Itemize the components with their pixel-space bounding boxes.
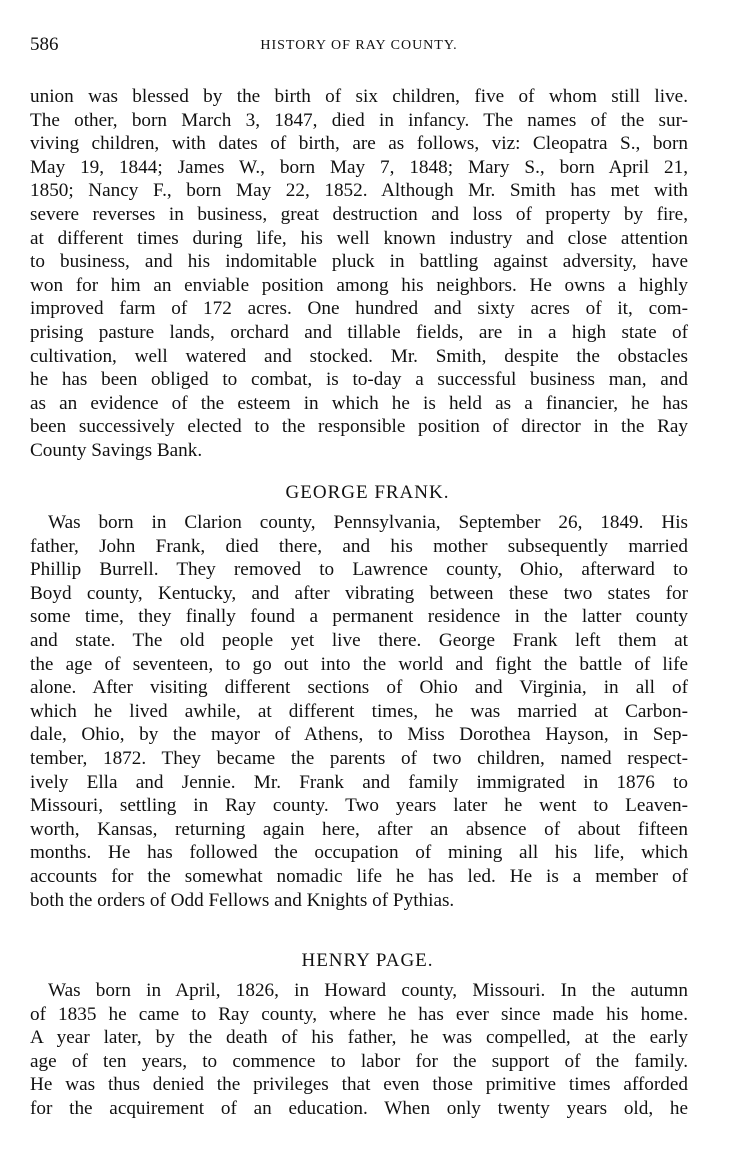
text-line: improved farm of 172 acres. One hundred and sixty acres of it, com-: [30, 298, 688, 320]
text-line: The other, born March 3, 1847, died in infancy. The names of the sur-: [30, 109, 688, 131]
text-line: Boyd county, Kentucky, and after vibrating between these two states for: [30, 582, 688, 604]
text-line: won for him an enviable position among his neighbors. He owns a highly: [30, 274, 688, 296]
heading-george-frank: GEORGE FRANK.: [285, 482, 450, 503]
text-line: months. He has followed the occupation of mining all his life, which: [30, 842, 688, 864]
text-line: which he lived awhile, at different times, he was married at Carbon-: [30, 700, 688, 722]
page-number: 586: [30, 34, 59, 55]
paragraph-george-frank: [30, 511, 688, 912]
running-header: [30, 34, 688, 58]
text-line: father, John Frank, died there, and his mother subsequently married: [30, 535, 688, 557]
text-line: viving children, with dates of birth, are as follows, viz: Cleopatra S., born: [30, 133, 688, 155]
paragraph-smith-continued: [30, 85, 688, 463]
text-line: County Savings Bank.: [30, 439, 203, 461]
text-line: dale, Ohio, by the mayor of Athens, to Miss Dorothea Hayson, in Sep-: [30, 724, 688, 746]
text-line: at different times during life, his well known industry and close attention: [30, 227, 688, 249]
text-line: Missouri, settling in Ray county. Two years later he went to Leaven-: [30, 795, 688, 817]
paragraph-henry-page: [30, 979, 688, 1121]
text-line: to business, and his indomitable pluck in battling against adversity, have: [30, 251, 688, 273]
text-line: tember, 1872. They became the parents of two children, named respect-: [30, 747, 688, 769]
running-title: HISTORY OF RAY COUNTY.: [260, 38, 458, 53]
text-line: some time, they finally found a permanent residence in the latter county: [30, 606, 688, 628]
text-line: severe reverses in business, great destruction and loss of property by fire,: [30, 203, 688, 225]
text-line: union was blessed by the birth of six children, five of whom still live.: [30, 86, 688, 107]
text-line: cultivation, well watered and stocked. Mr. Smith, despite the obstacles: [30, 345, 688, 367]
text-line: Phillip Burrell. They removed to Lawrence county, Ohio, afterward to: [30, 559, 688, 581]
text-line: and state. The old people yet live there. George Frank left them at: [30, 629, 688, 651]
text-line: ively Ella and Jennie. Mr. Frank and family immigrated in 1876 to: [30, 771, 688, 793]
text-line: worth, Kansas, returning again here, after an absence of about fifteen: [30, 818, 688, 840]
text-line: been successively elected to the responsible position of director in the Ray: [30, 416, 688, 438]
text-line: age of ten years, to commence to labor for the support of the family.: [30, 1050, 688, 1072]
text-line: A year later, by the death of his father, he was compelled, at the early: [30, 1027, 688, 1049]
text-line: 1850; Nancy F., born May 22, 1852. Although Mr. Smith has met with: [30, 180, 688, 202]
text-line: for the acquirement of an education. When only twenty years old, he: [30, 1097, 688, 1119]
text-line: the age of seventeen, to go out into the world and fight the battle of life: [30, 653, 688, 675]
text-line: He was thus denied the privileges that even those primitive times afforded: [30, 1074, 688, 1096]
text-line: accounts for the somewhat nomadic life he has led. He is a member of: [30, 865, 688, 887]
heading-henry-page: HENRY PAGE.: [301, 950, 434, 971]
text-line: he has been obliged to combat, is to-day a successful business man, and: [30, 369, 688, 391]
text-line: Was born in April, 1826, in Howard county, Missouri. In the autumn: [48, 980, 688, 1001]
text-line: as an evidence of the esteem in which he is held as a financier, he has: [30, 392, 688, 414]
text-line: both the orders of Odd Fellows and Knights of Pythias.: [30, 889, 455, 911]
text-line: Was born in Clarion county, Pennsylvania, September 26, 1849. His: [48, 512, 688, 533]
text-line: alone. After visiting different sections of Ohio and Virginia, in all of: [30, 677, 688, 699]
text-line: prising pasture lands, orchard and tillable fields, are in a high state of: [30, 321, 688, 343]
text-line: of 1835 he came to Ray county, where he has ever since made his home.: [30, 1003, 688, 1025]
text-line: May 19, 1844; James W., born May 7, 1848; Mary S., born April 21,: [30, 156, 688, 178]
